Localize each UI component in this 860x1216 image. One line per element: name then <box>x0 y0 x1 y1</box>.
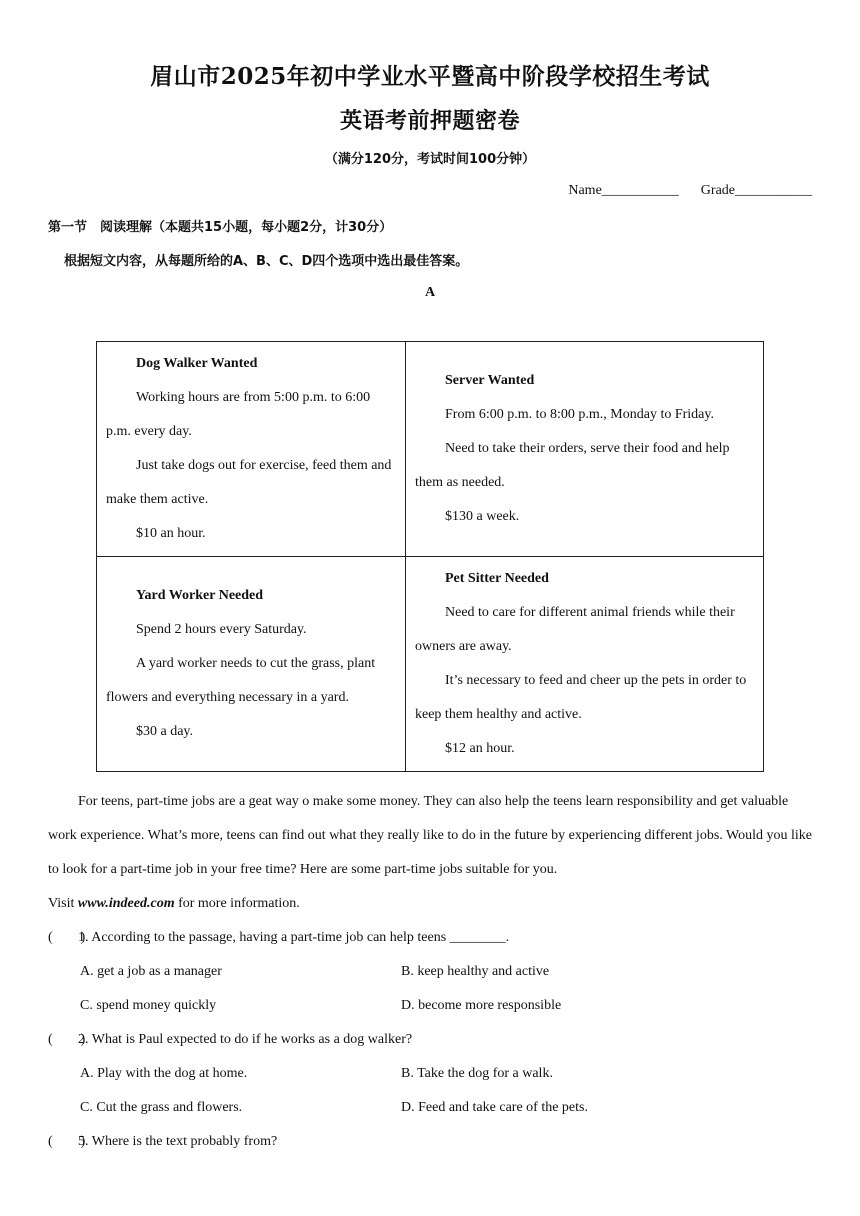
ad-line: $130 a week. <box>445 509 520 524</box>
option-d: D. become more responsible <box>401 998 562 1013</box>
question-5 <box>48 1125 812 1159</box>
question-text: 1. According to the passage, having a part-time job can help teens ________. <box>78 930 510 945</box>
ad-line: $12 an hour. <box>445 741 515 756</box>
passage-intro: For teens, part-time jobs are a geat way o make some money. They can also help the teens learn responsibility and get valuable work experience. What’s more, teens can find out what they really like to do in the future by experiencing different jobs. Would you like to look for a part-time job in your free time? Here are some part-time jobs suitable for you. <box>48 794 812 877</box>
ad-line: From 6:00 p.m. to 8:00 p.m., Monday to Friday. <box>445 407 714 422</box>
ad-line: Spend 2 hours every Saturday. <box>136 622 307 637</box>
ad-line: A yard worker needs to cut the grass, plant flowers and everything necessary in a yard. <box>106 656 376 705</box>
option-b: B. keep healthy and active <box>401 964 550 979</box>
ad-yard-worker <box>97 557 406 772</box>
ad-pet-sitter <box>406 557 764 772</box>
ad-line: Just take dogs out for exercise, feed them and make them active. <box>106 458 392 507</box>
ad-dog-walker <box>97 342 406 557</box>
ad-title: Pet Sitter Needed <box>445 571 549 586</box>
ad-line: $10 an hour. <box>136 526 206 541</box>
exam-info: （满分120分，考试时间100分钟） <box>324 152 536 167</box>
option-c: C. spend money quickly <box>80 998 217 1013</box>
answer-blank[interactable]: ( ) <box>48 1032 86 1047</box>
job-ads-table <box>96 341 764 772</box>
name-field[interactable]: Name___________ <box>568 183 679 198</box>
question-2 <box>48 1023 812 1057</box>
ad-line: Need to take their orders, serve their food and help them as needed. <box>415 441 730 490</box>
section-heading: 第一节 阅读理解（本题共15小题，每小题2分，计30分） <box>48 220 393 235</box>
answer-blank[interactable]: ( ) <box>48 930 86 945</box>
ad-line: It’s necessary to feed and cheer up the pets in order to keep them healthy and active. <box>415 673 747 722</box>
question-text: 2. What is Paul expected to do if he works as a dog walker? <box>78 1032 413 1047</box>
ad-title: Yard Worker Needed <box>136 588 264 603</box>
option-a: A. get a job as a manager <box>80 964 222 979</box>
website-link[interactable]: www.indeed.com <box>77 896 175 911</box>
passage-label: A <box>424 285 436 300</box>
grade-field[interactable]: Grade___________ <box>700 183 812 198</box>
ad-line: Need to care for different animal friends while their owners are away. <box>415 605 735 654</box>
section-instruction: 根据短文内容，从每题所给的A、B、C、D四个选项中选出最佳答案。 <box>64 254 469 269</box>
option-c: C. Cut the grass and flowers. <box>80 1100 243 1115</box>
exam-title: 眉山市2025年初中学业水平暨高中阶段学校招生考试 <box>150 63 710 90</box>
answer-blank[interactable]: ( ) <box>48 1134 86 1149</box>
question-text: 5. Where is the text probably from? <box>78 1134 278 1149</box>
passage-visit: Visit www.indeed.com for more information. <box>48 896 300 911</box>
option-b: B. Take the dog for a walk. <box>401 1066 553 1081</box>
ad-title: Dog Walker Wanted <box>136 356 258 371</box>
ad-line: $30 a day. <box>136 724 194 739</box>
option-d: D. Feed and take care of the pets. <box>401 1100 588 1115</box>
question-1 <box>48 921 812 955</box>
ad-line: Working hours are from 5:00 p.m. to 6:00 p.m. every day. <box>106 390 371 439</box>
option-a: A. Play with the dog at home. <box>80 1066 248 1081</box>
exam-subject-title: 英语考前押题密卷 <box>339 108 520 134</box>
ad-server <box>406 342 764 557</box>
name-grade-line <box>568 183 812 199</box>
ad-title: Server Wanted <box>445 373 535 388</box>
passage-text <box>48 785 812 921</box>
